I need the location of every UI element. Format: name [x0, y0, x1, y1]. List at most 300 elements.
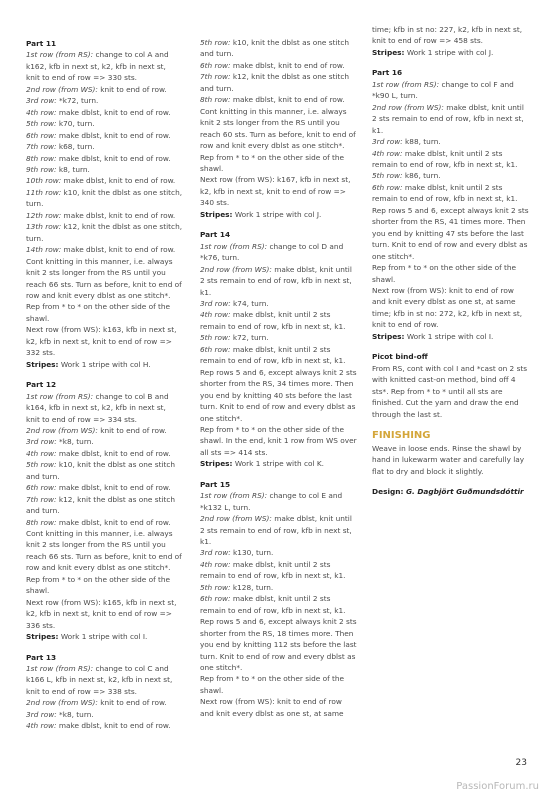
text-line: [200, 605, 360, 616]
text-segment: shawl.: [372, 274, 396, 284]
section-heading: Part 16: [372, 68, 403, 78]
text-line: [200, 186, 360, 197]
text-line: [200, 582, 360, 593]
text-line: [200, 525, 360, 536]
text-line: [200, 490, 360, 501]
text-line: [26, 608, 188, 619]
text-segment: Work 1 stripe with col K.: [232, 459, 325, 469]
text-segment: Design:: [372, 487, 404, 497]
text-segment: sts*. Rep from * to * until all sts are: [372, 386, 503, 396]
text-segment: k10, knit the dblst as one stitch,: [61, 187, 183, 197]
text-segment: remain to end of row, kfb in next st, k1.: [372, 194, 518, 204]
text-line: [372, 296, 532, 307]
text-segment: shawl.: [26, 313, 50, 323]
text-segment: row and knit every dblst as one stitch*.: [26, 563, 171, 573]
text-line: [200, 106, 360, 117]
text-line: [200, 536, 360, 547]
section: [372, 486, 532, 497]
text-line: [26, 279, 188, 290]
text-segment: 1st row (from RS):: [26, 50, 94, 60]
text-segment: 8th row:: [26, 517, 57, 527]
text-segment: make dblst, knit to end of row.: [61, 210, 176, 220]
text-line: [26, 118, 188, 129]
text-segment: *k8, turn.: [56, 437, 94, 447]
text-segment: Work 1 stripe with col I.: [58, 632, 148, 642]
text-line: [26, 663, 188, 674]
text-line: [26, 141, 188, 152]
text-segment: k68, turn.: [56, 142, 95, 152]
text-segment: with knitted cast-on method, bind off 4: [372, 375, 516, 385]
text-segment: 12th row:: [26, 210, 62, 220]
text-segment: and turn.: [26, 471, 60, 481]
text-line: [200, 413, 360, 424]
text-line: [200, 287, 360, 298]
text-line: [26, 359, 188, 370]
section: [26, 652, 188, 732]
text-segment: 2 sts remain to end of row, kfb in next st,: [200, 276, 352, 286]
text-line: [200, 435, 360, 446]
text-segment: knit to end of row.: [372, 320, 439, 330]
section: [26, 379, 188, 642]
text-segment: Stripes:: [372, 331, 405, 341]
text-line: [372, 374, 532, 385]
text-line: [200, 458, 360, 469]
text-segment: k162, kfb in next st, k2, kfb in next st,: [26, 61, 166, 71]
text-line: [200, 685, 360, 696]
text-line: [26, 313, 188, 324]
text-line: [372, 47, 532, 58]
text-line: [26, 720, 188, 731]
text-segment: make dblst, knit to end of row.: [56, 153, 171, 163]
text-segment: remain to end of row, kfb in next st, k1.: [200, 605, 346, 615]
text-line: [200, 367, 360, 378]
text-line: [26, 221, 188, 232]
text-line: [26, 72, 188, 83]
text-segment: remain to end of row, kfb in next st, k1.: [200, 571, 346, 581]
text-segment: Cont knitting in this manner, i.e. always: [200, 106, 347, 116]
text-segment: 13th row:: [26, 222, 62, 232]
text-line: [372, 443, 532, 454]
text-line: [26, 198, 188, 209]
text-segment: Rep from * to * on the other side of the: [372, 263, 517, 273]
text-line: [200, 152, 360, 163]
text-segment: turn. Knit to end of row and every dblst as: [200, 402, 356, 412]
text-segment: change to col F and: [439, 79, 514, 89]
text-segment: knit to end of row.: [97, 84, 167, 94]
text-segment: From RS, cont with col I and *cast on 2 sts: [372, 363, 528, 373]
text-line: [200, 174, 360, 185]
text-line: [200, 298, 360, 309]
text-line: [200, 140, 360, 151]
text-segment: make dblst, knit to end of row.: [61, 245, 176, 255]
text-segment: Rep from * to * on the other side of the: [200, 674, 345, 684]
text-line: [26, 61, 188, 72]
text-segment: and knit every dblst as one st, at same: [200, 708, 344, 718]
section: [200, 37, 360, 220]
section-heading: Part 11: [26, 39, 57, 48]
text-segment: Rep from * to * on the other side of the: [26, 574, 171, 584]
text-segment: reach 66 sts. Turn as before, knit to end of: [26, 551, 182, 561]
text-segment: 7th row:: [26, 494, 57, 504]
text-segment: one stitch*.: [200, 663, 243, 673]
text-segment: make dblst, knit until 2 sts: [402, 182, 503, 192]
text-line: [26, 244, 188, 255]
text-line: [372, 79, 532, 90]
text-segment: you end by knitting 112 sts before the last: [200, 640, 357, 650]
text-line: [26, 336, 188, 347]
text-segment: 4th row:: [26, 107, 57, 117]
text-segment: 3rd row:: [26, 437, 57, 447]
text-segment: 2nd row (from WS):: [26, 84, 98, 94]
text-segment: all sts => 414 sts.: [200, 447, 268, 457]
text-segment: 3rd row:: [26, 709, 57, 719]
text-segment: Rep rows 5 and 6, except always knit 2 sts: [200, 367, 357, 377]
text-segment: k10, knit the dblst as one stitch: [56, 460, 176, 470]
text-line: [372, 148, 532, 159]
text-line: [26, 267, 188, 278]
text-line: [26, 256, 188, 267]
text-line: [26, 290, 188, 301]
text-segment: 7th row:: [200, 72, 231, 82]
text-segment: make dblst, knit to end of row.: [56, 130, 171, 140]
text-segment: 1st row (from RS):: [26, 391, 94, 401]
text-segment: 6th row:: [26, 483, 57, 493]
text-segment: k86, turn.: [402, 171, 441, 181]
text-line: [200, 424, 360, 435]
text-line: [200, 547, 360, 558]
text-line: [200, 129, 360, 140]
text-line: [372, 24, 532, 35]
text-segment: k10, knit the dblst as one stitch: [230, 38, 350, 47]
page-number: 23: [515, 758, 527, 768]
text-line: [200, 513, 360, 524]
watermark: PassionForum.ru: [456, 781, 539, 792]
text-segment: k88, turn.: [402, 137, 441, 147]
text-line: [372, 170, 532, 181]
text-segment: reach 60 sts. Turn as before, knit to end of: [200, 129, 356, 139]
section-heading: Part 14: [200, 230, 231, 240]
text-segment: make dblst, knit to end of row.: [230, 60, 345, 70]
text-segment: 5th row:: [200, 582, 231, 592]
text-line: [200, 673, 360, 684]
text-segment: k70, turn.: [56, 119, 95, 129]
text-segment: time; kfb in st no: 227, k2, kfb in next st,: [372, 25, 523, 34]
text-segment: make dblst, knit until 2 sts: [230, 310, 331, 320]
text-segment: k2, kfb in next st, knit to end of row =>: [200, 186, 346, 196]
text-segment: Next row (from WS): k165, kfb in next st,: [26, 597, 177, 607]
text-segment: Cont knitting in this manner, i.e. always: [26, 529, 173, 539]
text-segment: change to col D and: [267, 241, 344, 251]
text-line: [26, 539, 188, 550]
text-segment: 6th row:: [372, 182, 403, 192]
text-segment: 4th row:: [200, 559, 231, 569]
text-line: [26, 187, 188, 198]
text-line: [26, 95, 188, 106]
text-segment: 2nd row (from WS):: [200, 264, 272, 274]
text-segment: k12, knit the dblst as one stitch: [56, 494, 176, 504]
text-segment: Rep rows 5 and 6, except always knit 2 sts: [200, 617, 357, 627]
text-line: [372, 454, 532, 465]
section-heading: Part 12: [26, 380, 57, 390]
text-segment: k74, turn.: [230, 298, 269, 308]
text-line: [372, 386, 532, 397]
text-segment: shorter from the RS, 18 times more. Then: [200, 628, 354, 638]
text-segment: G. Dagbjört Guðmundsdóttir: [403, 487, 524, 497]
text-segment: through the last st.: [372, 409, 443, 419]
text-segment: knit to end of row.: [97, 425, 167, 435]
text-segment: one stitch*.: [372, 251, 415, 261]
text-line: [26, 574, 188, 585]
text-segment: Next row (from WS): k167, kfb in next st,: [200, 175, 351, 185]
text-segment: 1st row (from RS):: [372, 79, 440, 89]
text-segment: change to col A and: [93, 50, 169, 60]
text-segment: shorter from the RS, 34 times more. Then: [200, 379, 354, 389]
text-line: [200, 94, 360, 105]
text-segment: shawl.: [200, 163, 224, 173]
text-segment: Rep from * to * on the other side of the: [200, 152, 345, 162]
text-line: [372, 331, 532, 342]
section: [372, 24, 532, 58]
text-segment: 9th row:: [26, 164, 57, 174]
text-line: [26, 107, 188, 118]
text-line: [26, 597, 188, 608]
text-line: [200, 321, 360, 332]
section-heading: Part 15: [200, 479, 231, 489]
text-segment: 5th row:: [26, 460, 57, 470]
text-segment: Work 1 stripe with col J.: [232, 209, 322, 219]
text-segment: and turn.: [26, 506, 60, 516]
text-line: [26, 49, 188, 60]
text-line: [372, 136, 532, 147]
text-line: [26, 436, 188, 447]
text-line: [372, 363, 532, 374]
text-segment: you end by knitting 40 sts before the last: [200, 390, 352, 400]
text-segment: knit 2 sts longer from the RS until you: [200, 118, 340, 128]
text-segment: *k132 L, turn.: [200, 502, 251, 512]
text-segment: 14th row:: [26, 245, 62, 255]
text-line: [200, 401, 360, 412]
text-segment: change to col B and: [93, 391, 169, 401]
text-segment: 6th row:: [26, 130, 57, 140]
text-segment: make dblst, knit to end of row.: [56, 483, 171, 493]
text-line: [372, 397, 532, 408]
text-segment: knit 2 sts longer from the RS until you: [26, 540, 166, 550]
text-segment: Work 1 stripe with col H.: [58, 359, 151, 369]
text-line: [372, 466, 532, 477]
text-line: [372, 216, 532, 227]
text-line: [26, 674, 188, 685]
text-line: [200, 559, 360, 570]
text-line: [26, 528, 188, 539]
text-line: [26, 562, 188, 573]
text-segment: k1.: [372, 125, 384, 135]
text-segment: 2nd row (from WS):: [200, 514, 272, 524]
text-segment: 7th row:: [26, 142, 57, 152]
text-segment: 1st row (from RS):: [200, 491, 268, 501]
section-heading: FINISHING: [372, 429, 431, 441]
text-line: [26, 175, 188, 186]
text-line: [26, 391, 188, 402]
text-line: [372, 90, 532, 101]
text-segment: make dblst, knit until 2 sts: [230, 344, 331, 354]
text-line: [26, 631, 188, 642]
text-line: [372, 228, 532, 239]
text-segment: time; kfb in st no: 272, k2, kfb in next st,: [372, 308, 523, 318]
text-segment: finished. Cut the yarn and draw the end: [372, 398, 519, 408]
text-segment: Rep from * to * on the other side of the: [26, 302, 171, 312]
text-line: [372, 159, 532, 170]
text-line: [372, 193, 532, 204]
text-segment: 2 sts remain to end of row, kfb in next st,: [200, 525, 352, 535]
text-segment: k2, kfb in next st, knit to end of row =>: [26, 609, 172, 619]
text-line: [200, 639, 360, 650]
text-segment: knit to end of row => 338 sts.: [26, 686, 137, 696]
text-line: [26, 347, 188, 358]
text-segment: and turn.: [200, 83, 234, 93]
text-segment: Next row (from WS): knit to end of row: [372, 285, 514, 295]
text-segment: you end by knitting 47 sts before the last: [372, 228, 524, 238]
text-segment: shawl.: [26, 586, 50, 596]
text-segment: Stripes:: [26, 359, 59, 369]
text-line: [200, 593, 360, 604]
text-segment: row and knit every dblst as one stitch*.: [26, 290, 171, 300]
text-line: [372, 182, 532, 193]
text-segment: 336 sts.: [26, 620, 56, 630]
text-line: [26, 494, 188, 505]
text-line: [26, 459, 188, 470]
text-segment: make dblst, knit until 2 sts: [230, 594, 331, 604]
text-segment: 6th row:: [200, 60, 231, 70]
text-line: [372, 285, 532, 296]
text-segment: 3rd row:: [200, 298, 231, 308]
text-line: [26, 84, 188, 95]
text-segment: make dblst, knit until 2 sts: [402, 148, 503, 158]
text-line: [200, 197, 360, 208]
text-segment: k166 L, kfb in next st, k2, kfb in next st,: [26, 675, 173, 685]
text-line: [200, 60, 360, 71]
text-line: [200, 48, 360, 59]
text-segment: knit to end of row => 334 sts.: [26, 414, 137, 424]
text-line: [26, 301, 188, 312]
column-2: [200, 37, 360, 728]
text-segment: k8, turn.: [56, 164, 90, 174]
text-line: [26, 448, 188, 459]
text-segment: change to col C and: [93, 664, 169, 674]
text-segment: make dblst, knit to end of row.: [61, 176, 176, 186]
text-segment: make dblst, knit to end of row.: [56, 517, 171, 527]
text-segment: Work 1 stripe with col I.: [404, 331, 494, 341]
text-segment: 3rd row:: [372, 137, 403, 147]
text-segment: 2nd row (from WS):: [372, 102, 444, 112]
text-line: [26, 620, 188, 631]
text-line: [26, 471, 188, 482]
text-segment: 4th row:: [372, 148, 403, 158]
text-segment: make dblst, knit until: [271, 264, 352, 274]
text-segment: knit 2 sts longer from the RS until you: [26, 268, 166, 278]
text-line: [26, 697, 188, 708]
section: [200, 229, 360, 470]
text-segment: k2, kfb in next st, knit to end of row =>: [26, 336, 172, 346]
text-segment: *k72, turn.: [56, 96, 99, 106]
text-segment: make dblst, knit until: [271, 514, 352, 524]
text-line: [372, 251, 532, 262]
text-line: [200, 163, 360, 174]
text-segment: make dblst, knit until 2 sts: [230, 559, 331, 569]
text-line: [26, 482, 188, 493]
text-segment: 8th row:: [26, 153, 57, 163]
text-segment: one stitch*.: [200, 413, 243, 423]
text-segment: 340 sts.: [200, 198, 230, 208]
text-line: [372, 102, 532, 113]
text-line: [200, 209, 360, 220]
text-segment: k1.: [200, 537, 212, 547]
text-line: [26, 130, 188, 141]
text-segment: 1st row (from RS):: [26, 664, 94, 674]
text-segment: 8th row:: [200, 95, 231, 105]
column-3: [372, 24, 532, 507]
text-segment: change to col E and: [267, 491, 343, 501]
section: [372, 429, 532, 477]
text-segment: Stripes:: [200, 459, 233, 469]
text-segment: make dblst, knit to end of row.: [230, 95, 345, 105]
text-segment: Work 1 stripe with col J.: [404, 47, 494, 57]
text-line: [26, 233, 188, 244]
text-segment: remain to end of row, kfb in next st, k1.: [200, 321, 346, 331]
text-segment: k12, knit the dblst as one stitch,: [61, 222, 183, 232]
text-segment: 2 sts remain to end of row, kfb in next st,: [372, 114, 524, 124]
text-segment: 5th row:: [200, 38, 231, 47]
text-segment: reach 66 sts. Turn as before, knit to end of: [26, 279, 182, 289]
text-line: [26, 585, 188, 596]
text-line: [200, 390, 360, 401]
section: [372, 67, 532, 342]
text-segment: shawl. In the end, knit 1 row from WS over: [200, 436, 357, 446]
text-segment: turn.: [26, 233, 44, 243]
text-segment: Stripes:: [26, 632, 59, 642]
column-1: [26, 38, 188, 741]
text-line: [372, 308, 532, 319]
text-segment: make dblst, knit to end of row.: [56, 448, 171, 458]
text-segment: *k8, turn.: [56, 709, 94, 719]
text-segment: Rep rows 5 and 6, except always knit 2 sts: [372, 205, 529, 215]
text-line: [372, 113, 532, 124]
section-heading: Part 13: [26, 652, 57, 662]
text-line: [200, 662, 360, 673]
text-segment: 4th row:: [26, 721, 57, 731]
text-segment: turn. Knit to end of row and every dblst as: [200, 651, 356, 661]
text-segment: make dblst, knit to end of row.: [56, 107, 171, 117]
section-heading: Picot bind-off: [372, 352, 428, 362]
text-segment: hand in lukewarm water and carefully lay: [372, 455, 525, 465]
text-segment: make dblst, knit to end of row.: [56, 721, 171, 731]
text-segment: 5th row:: [26, 119, 57, 129]
text-line: [26, 709, 188, 720]
text-line: [372, 486, 532, 497]
text-line: [200, 332, 360, 343]
text-segment: k128, turn.: [230, 582, 274, 592]
text-line: [200, 71, 360, 82]
text-line: [372, 409, 532, 420]
text-line: [26, 210, 188, 221]
text-segment: k130, turn.: [230, 548, 274, 558]
text-line: [200, 355, 360, 366]
text-segment: k12, knit the dblst as one stitch: [230, 72, 350, 82]
text-line: [200, 616, 360, 627]
text-line: [372, 319, 532, 330]
text-segment: 5th row:: [372, 171, 403, 181]
text-segment: 2nd row (from WS):: [26, 425, 98, 435]
text-line: [200, 344, 360, 355]
